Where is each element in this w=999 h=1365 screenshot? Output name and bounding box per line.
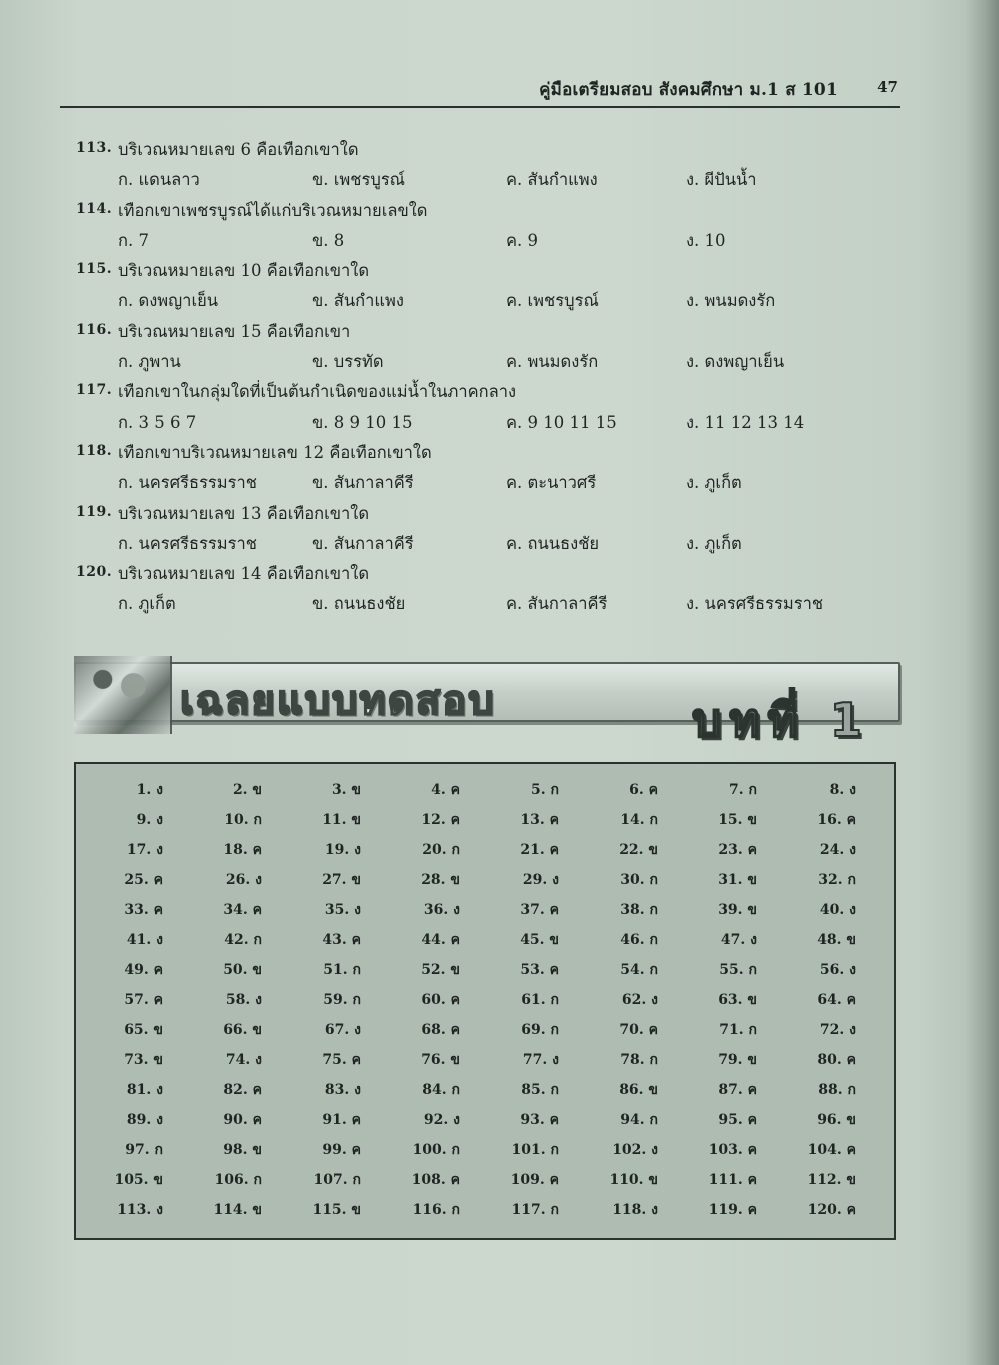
answer-option: ง. พนมดงรัก <box>686 291 776 311</box>
question-row <box>76 376 896 406</box>
answer-option: ง. ดงพญาเย็น <box>686 352 785 372</box>
answer-cell: 8. ง <box>829 782 856 798</box>
answer-cell: 105. ข <box>114 1172 163 1188</box>
options-row <box>76 225 896 255</box>
answer-option: ง. ภูเก็ต <box>686 473 742 493</box>
answer-cell: 99. ค <box>322 1142 361 1158</box>
page-header <box>60 72 900 108</box>
options-row <box>76 164 896 194</box>
answer-cell: 114. ข <box>213 1202 262 1218</box>
question-text: เทือกเขาบริเวณหมายเลข 12 คือเทือกเขาใด <box>118 442 432 462</box>
answer-cell: 113. ง <box>117 1202 163 1218</box>
answer-cell: 18. ค <box>223 842 262 858</box>
answer-cell: 89. ง <box>126 1112 163 1128</box>
answer-cell: 116. ก <box>412 1202 460 1218</box>
answer-cell: 69. ก <box>521 1022 559 1038</box>
question-row <box>76 134 896 164</box>
answer-cell: 79. ข <box>718 1052 757 1068</box>
answer-key-table <box>74 762 896 1240</box>
answer-option: ค. สันกาลาคีรี <box>506 594 608 614</box>
answer-cell: 46. ก <box>620 932 658 948</box>
answer-option: ก. ภูพาน <box>118 352 181 372</box>
answer-option: ค. 9 <box>506 230 539 250</box>
answer-cell: 58. ง <box>225 992 262 1008</box>
answer-cell: 51. ก <box>323 962 361 978</box>
answer-option: ข. บรรทัด <box>312 352 384 372</box>
answer-cell: 64. ค <box>817 992 856 1008</box>
answer-cell: 87. ค <box>718 1082 757 1098</box>
answer-cell: 90. ค <box>223 1112 262 1128</box>
answer-option: ค. 9 10 11 15 <box>506 412 617 432</box>
answer-cell: 50. ข <box>223 962 262 978</box>
question-text: บริเวณหมายเลข 6 คือเทือกเขาใด <box>118 140 359 159</box>
answer-cell: 24. ง <box>819 842 856 858</box>
answer-cell: 5. ก <box>531 782 559 798</box>
answer-cell: 2. ข <box>232 782 262 798</box>
answer-option: ค. เพชรบูรณ์ <box>506 291 599 311</box>
answer-cell: 86. ข <box>619 1082 658 1098</box>
answer-cell: 34. ค <box>223 902 262 918</box>
options-row <box>76 285 896 315</box>
answer-option: ข. ถนนธงชัย <box>312 594 406 614</box>
answer-option: ก. ดงพญาเย็น <box>118 291 219 311</box>
answer-cell: 84. ก <box>422 1082 460 1098</box>
answer-cell: 55. ก <box>719 962 757 978</box>
answer-option: ค. ถนนธงชัย <box>506 533 600 553</box>
answer-cell: 54. ก <box>620 962 658 978</box>
answer-cell: 82. ค <box>223 1082 262 1098</box>
answer-cell: 118. ง <box>612 1202 658 1218</box>
answer-cell: 108. ค <box>411 1172 460 1188</box>
answer-cell: 45. ข <box>520 932 559 948</box>
question-text: บริเวณหมายเลข 10 คือเทือกเขาใด <box>118 261 370 281</box>
answer-cell: 37. ค <box>520 902 559 918</box>
banner-illustration-icon <box>74 656 172 734</box>
answer-cell: 52. ข <box>421 962 460 978</box>
page-edge-shadow <box>965 0 999 1365</box>
answer-cell: 112. ข <box>807 1172 856 1188</box>
question-text: บริเวณหมายเลข 15 คือเทือกเขา <box>118 321 351 341</box>
header-title: คู่มือเตรียมสอบ สังคมศึกษา ม.1 ส 101 <box>539 80 838 100</box>
answer-cell: 13. ค <box>520 812 559 828</box>
answer-cell: 78. ก <box>620 1052 658 1068</box>
options-row <box>76 467 896 497</box>
answer-cell: 107. ก <box>313 1172 361 1188</box>
answer-cell: 12. ค <box>421 812 460 828</box>
answer-option: ง. นครศรีธรรมราช <box>686 594 824 614</box>
answer-cell: 106. ก <box>214 1172 262 1188</box>
question-number: 115. <box>76 261 113 278</box>
banner-title: เฉลยแบบทดสอบ <box>180 678 496 724</box>
answer-cell: 100. ก <box>412 1142 460 1158</box>
answer-cell: 72. ง <box>819 1022 856 1038</box>
answer-cell: 15. ข <box>718 812 757 828</box>
answer-cell: 22. ข <box>619 842 658 858</box>
question-number: 118. <box>76 442 113 459</box>
answer-option: ข. สันกาลาคีรี <box>312 533 414 553</box>
answer-cell: 57. ค <box>124 992 163 1008</box>
answer-cell: 27. ข <box>322 872 361 888</box>
question-number: 113. <box>76 140 113 156</box>
question-row <box>76 195 896 225</box>
answer-cell: 119. ค <box>708 1202 757 1218</box>
answer-cell: 61. ก <box>521 992 559 1008</box>
answer-option: ข. เพชรบูรณ์ <box>312 170 405 190</box>
answer-cell: 29. ง <box>522 872 559 888</box>
answer-cell: 63. ข <box>718 992 757 1008</box>
answer-cell: 104. ค <box>807 1142 856 1158</box>
answer-cell: 85. ก <box>521 1082 559 1098</box>
answer-cell: 76. ข <box>421 1052 460 1068</box>
answer-cell: 38. ก <box>620 902 658 918</box>
answer-cell: 73. ข <box>124 1052 163 1068</box>
answer-grid <box>92 776 884 1226</box>
answer-cell: 95. ค <box>718 1112 757 1128</box>
question-text: เทือกเขาเพชรบูรณ์ได้แก่บริเวณหมายเลขใด <box>118 200 428 220</box>
answer-option: ข. สันกำแพง <box>312 291 404 311</box>
question-text: บริเวณหมายเลข 13 คือเทือกเขาใด <box>118 503 370 523</box>
answer-cell: 111. ค <box>708 1172 757 1188</box>
answer-option: ก. นครศรีธรรมราช <box>118 473 257 493</box>
answer-option: ง. ภูเก็ต <box>686 533 742 553</box>
answer-cell: 80. ค <box>817 1052 856 1068</box>
answer-cell: 6. ค <box>629 782 658 798</box>
answer-option: ค. ตะนาวศรี <box>506 473 597 493</box>
question-text: เทือกเขาในกลุ่มใดที่เป็นต้นกำเนิดของแม่น้ำในภาคกลาง <box>118 382 517 402</box>
answer-cell: 68. ค <box>421 1022 460 1038</box>
answer-cell: 75. ค <box>322 1052 361 1068</box>
question-number: 116. <box>76 321 113 338</box>
answer-cell: 59. ก <box>323 992 361 1008</box>
answer-cell: 36. ง <box>423 902 460 918</box>
question-number: 114. <box>76 200 113 217</box>
question-row <box>76 316 896 346</box>
answer-cell: 10. ก <box>224 812 262 828</box>
answer-cell: 74. ง <box>225 1052 262 1068</box>
question-row <box>76 558 896 588</box>
answer-cell: 65. ข <box>124 1022 163 1038</box>
answer-cell: 21. ค <box>520 842 559 858</box>
answer-option: ง. 10 <box>686 230 726 250</box>
answer-cell: 77. ง <box>522 1052 559 1068</box>
answer-cell: 71. ก <box>719 1022 757 1038</box>
answer-cell: 43. ค <box>322 932 361 948</box>
answer-option: ง. 11 12 13 14 <box>686 412 805 432</box>
question-row <box>76 498 896 528</box>
answer-option: ง. ผีปันน้ำ <box>686 170 757 190</box>
banner-chapter: บทที่ 1 <box>692 693 870 747</box>
question-list <box>76 134 896 619</box>
answer-cell: 44. ค <box>421 932 460 948</box>
answer-cell: 103. ค <box>708 1142 757 1158</box>
answer-cell: 60. ค <box>421 992 460 1008</box>
answer-cell: 96. ข <box>817 1112 856 1128</box>
answer-cell: 31. ข <box>718 872 757 888</box>
answer-cell: 32. ก <box>818 872 856 888</box>
answer-cell: 92. ง <box>423 1112 460 1128</box>
answer-cell: 53. ค <box>520 962 559 978</box>
answer-cell: 16. ค <box>817 812 856 828</box>
answer-cell: 88. ก <box>818 1082 856 1098</box>
question-row <box>76 255 896 285</box>
answer-cell: 26. ง <box>225 872 262 888</box>
answer-cell: 42. ก <box>224 932 262 948</box>
answer-cell: 19. ง <box>324 842 361 858</box>
answer-cell: 35. ง <box>324 902 361 918</box>
answer-option: ก. ภูเก็ต <box>118 594 176 614</box>
answer-cell: 49. ค <box>124 962 163 978</box>
answer-cell: 3. ข <box>331 782 361 798</box>
answer-cell: 20. ก <box>422 842 460 858</box>
answer-cell: 7. ก <box>729 782 757 798</box>
answer-option: ก. 7 <box>118 230 149 250</box>
answer-cell: 83. ง <box>324 1082 361 1098</box>
options-row <box>76 346 896 376</box>
question-number: 120. <box>76 564 113 581</box>
answer-cell: 101. ก <box>511 1142 559 1158</box>
answer-cell: 110. ข <box>609 1172 658 1188</box>
answer-cell: 66. ข <box>223 1022 262 1038</box>
answer-option: ก. นครศรีธรรมราช <box>118 533 257 553</box>
answer-option: ค. สันกำแพง <box>506 170 598 190</box>
answer-cell: 70. ค <box>619 1022 658 1038</box>
question-text: บริเวณหมายเลข 14 คือเทือกเขาใด <box>118 564 370 584</box>
answer-cell: 47. ง <box>720 932 757 948</box>
answer-cell: 93. ค <box>520 1112 559 1128</box>
answer-option: ก. 3 5 6 7 <box>118 412 197 432</box>
answer-cell: 9. ง <box>136 812 163 828</box>
answer-cell: 120. ค <box>807 1202 856 1218</box>
answer-cell: 4. ค <box>431 782 460 798</box>
answer-cell: 17. ง <box>126 842 163 858</box>
options-row <box>76 407 896 437</box>
answer-cell: 117. ก <box>511 1202 559 1218</box>
answer-option: ก. แดนลาว <box>118 170 200 190</box>
answer-cell: 115. ข <box>312 1202 361 1218</box>
answer-cell: 102. ง <box>612 1142 658 1158</box>
answer-cell: 39. ข <box>718 902 757 918</box>
answer-cell: 98. ข <box>223 1142 262 1158</box>
answer-cell: 56. ง <box>819 962 856 978</box>
answer-option: ข. สันกาลาคีรี <box>312 473 414 493</box>
answer-key-banner <box>74 656 898 747</box>
answer-cell: 48. ข <box>817 932 856 948</box>
answer-option: ข. 8 9 10 15 <box>312 412 413 432</box>
answer-cell: 30. ก <box>620 872 658 888</box>
answer-cell: 11. ข <box>322 812 361 828</box>
answer-cell: 23. ค <box>718 842 757 858</box>
answer-cell: 25. ค <box>124 872 163 888</box>
options-row <box>76 528 896 558</box>
answer-cell: 33. ค <box>124 902 163 918</box>
answer-cell: 62. ง <box>621 992 658 1008</box>
answer-cell: 97. ก <box>125 1142 163 1158</box>
answer-cell: 14. ก <box>620 812 658 828</box>
answer-cell: 40. ง <box>819 902 856 918</box>
answer-cell: 109. ค <box>510 1172 559 1188</box>
question-row <box>76 437 896 467</box>
answer-cell: 28. ข <box>421 872 460 888</box>
page-number: 47 <box>877 78 898 96</box>
answer-cell: 94. ก <box>620 1112 658 1128</box>
question-number: 119. <box>76 503 113 520</box>
answer-cell: 67. ง <box>324 1022 361 1038</box>
answer-cell: 41. ง <box>126 932 163 948</box>
question-number: 117. <box>76 382 113 399</box>
answer-option: ค. พนมดงรัก <box>506 352 599 372</box>
answer-cell: 81. ง <box>126 1082 163 1098</box>
answer-cell: 1. ง <box>136 782 163 798</box>
answer-option: ข. 8 <box>312 230 345 250</box>
answer-cell: 91. ค <box>322 1112 361 1128</box>
options-row <box>76 588 896 618</box>
